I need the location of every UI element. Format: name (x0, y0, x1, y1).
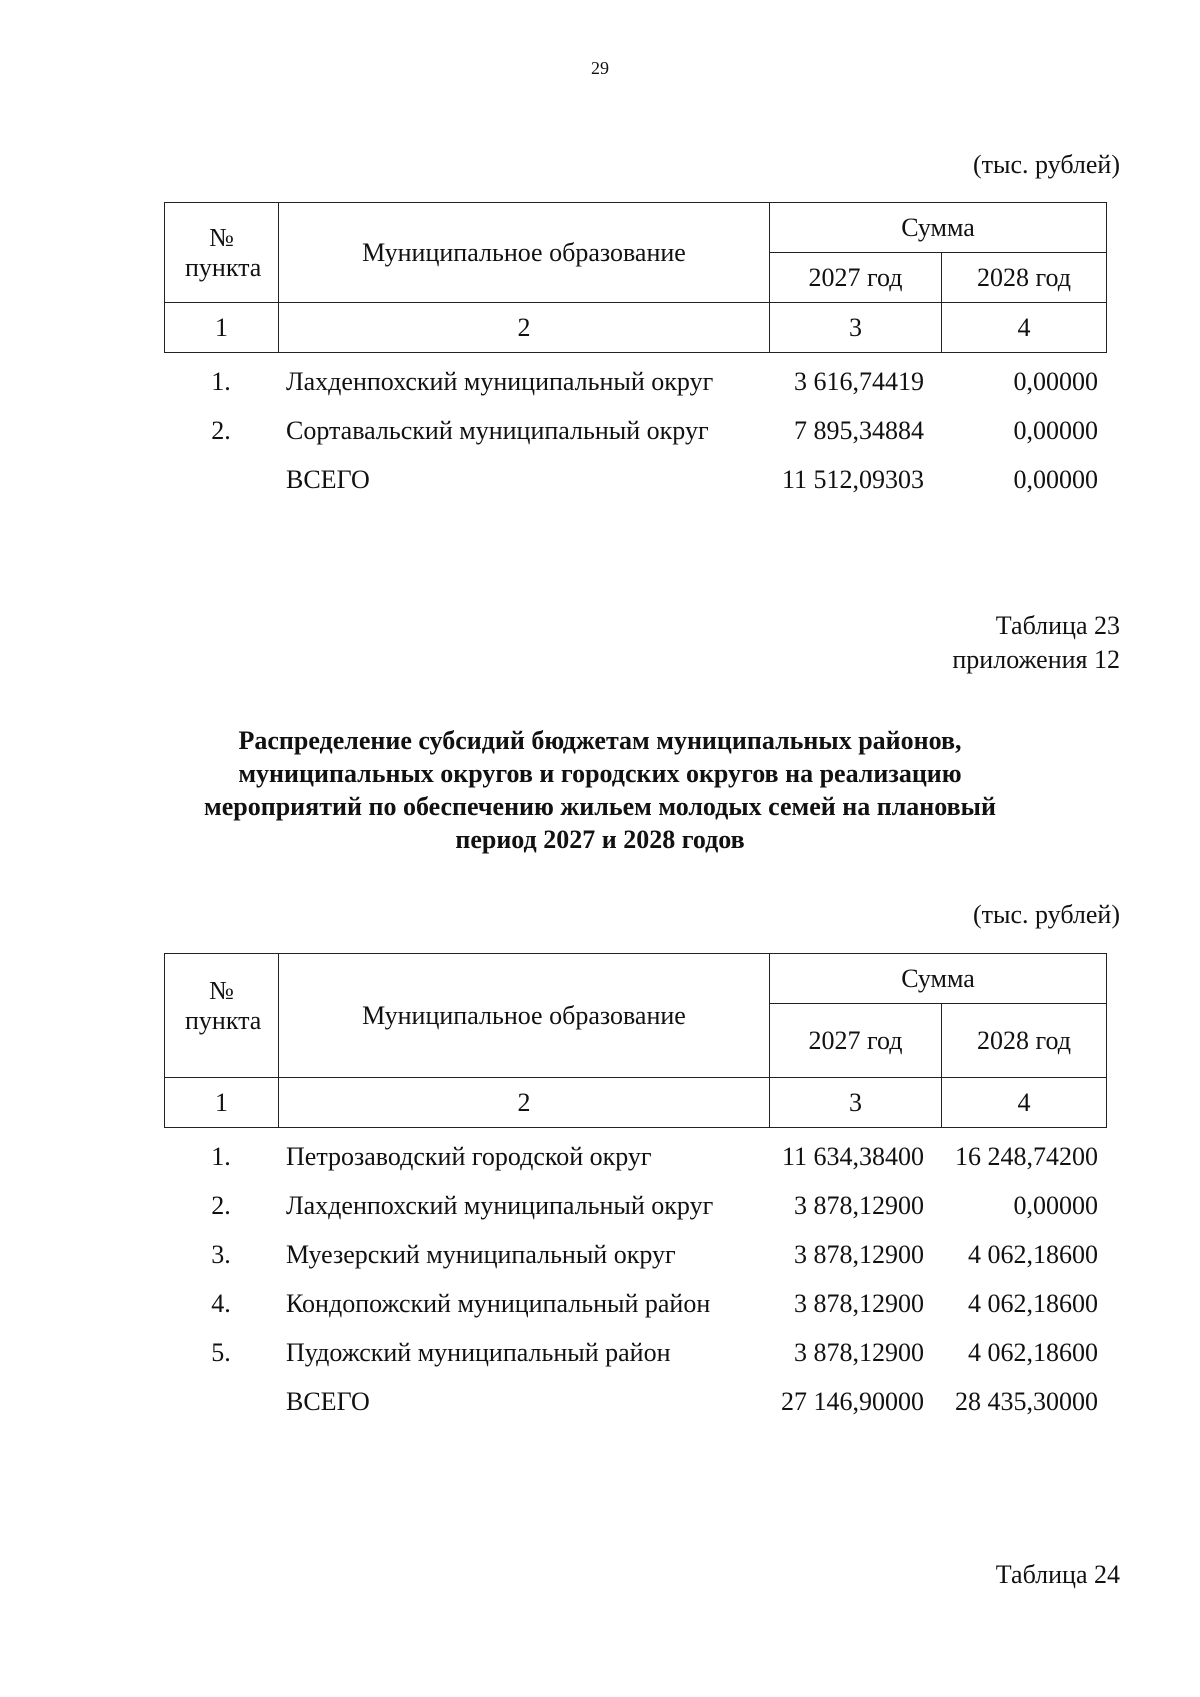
units-label: (тыс. рублей) (972, 900, 1120, 929)
table2-header (164, 953, 1106, 1128)
title-line: период 2027 и 2028 годов (455, 825, 745, 854)
column-number: 3 (770, 1078, 942, 1128)
page-number: 29 (591, 58, 609, 78)
total-label: ВСЕГО (286, 465, 370, 494)
table1-body (164, 361, 1106, 508)
amount-2027: 7 895,34884 (794, 416, 924, 445)
total-label: ВСЕГО (286, 1387, 370, 1416)
table-row (164, 1332, 1106, 1381)
row-number: 4. (211, 1289, 231, 1318)
column-number: 2 (279, 303, 770, 353)
amount-2028: 0,00000 (1013, 416, 1098, 445)
header-sum: Сумма (770, 954, 1107, 1004)
amount-2028: 4 062,18600 (968, 1289, 1098, 1318)
header-sum: Сумма (770, 203, 1107, 253)
header-year-2028: 2028 год (942, 253, 1107, 303)
municipality-name: Лахденпохский муниципальный округ (286, 367, 714, 396)
column-number: 3 (770, 303, 942, 353)
amount-2027: 3 616,74419 (794, 367, 924, 396)
header-year-2027: 2027 год (770, 253, 942, 303)
municipality-name: Кондопожский муниципальный район (286, 1289, 711, 1318)
table-title (170, 724, 1030, 856)
amount-2027: 3 878,12900 (794, 1240, 924, 1269)
total-2027: 11 512,09303 (781, 465, 924, 494)
row-number: 2. (211, 416, 231, 445)
row-number: 5. (211, 1338, 231, 1367)
table-row (164, 410, 1106, 459)
table-row (164, 1283, 1106, 1332)
municipality-name: Петрозаводский городской округ (286, 1142, 652, 1171)
amount-2028: 16 248,74200 (955, 1142, 1098, 1171)
amount-2028: 4 062,18600 (968, 1240, 1098, 1269)
column-number: 4 (942, 303, 1107, 353)
row-number: 1. (211, 1142, 231, 1171)
title-line: мероприятий по обеспечению жильем молодых семей на плановый (204, 792, 996, 821)
total-2028: 28 435,30000 (955, 1387, 1098, 1416)
units-label: (тыс. рублей) (972, 150, 1120, 179)
header-num: № пункта (165, 954, 279, 1078)
appendix-number: приложения 12 (952, 645, 1120, 674)
total-row (164, 459, 1106, 508)
row-number: 1. (211, 367, 231, 396)
row-number: 3. (211, 1240, 231, 1269)
total-2028: 0,00000 (1013, 465, 1098, 494)
municipality-name: Пудожский муниципальный район (286, 1338, 671, 1367)
amount-2027: 3 878,12900 (794, 1338, 924, 1367)
header-num: № пункта (165, 203, 279, 303)
amount-2028: 4 062,18600 (968, 1338, 1098, 1367)
table1-header (164, 202, 1106, 353)
amount-2027: 3 878,12900 (794, 1191, 924, 1220)
municipality-name: Муезерский муниципальный округ (286, 1240, 676, 1269)
table-number: Таблица 23 (995, 611, 1120, 640)
title-line: Распределение субсидий бюджетам муниципальных районов, (238, 726, 962, 755)
total-2027: 27 146,90000 (781, 1387, 924, 1416)
title-line: муниципальных округов и городских округов на реализацию (238, 759, 962, 788)
header-name: Муниципальное образование (279, 954, 770, 1078)
table-row (164, 1185, 1106, 1234)
amount-2028: 0,00000 (1013, 367, 1098, 396)
table-row (164, 361, 1106, 410)
table2-body (164, 1136, 1106, 1430)
column-number: 4 (942, 1078, 1107, 1128)
total-row (164, 1381, 1106, 1430)
table-caption (952, 609, 1120, 677)
header-name: Муниципальное образование (279, 203, 770, 303)
amount-2027: 11 634,38400 (781, 1142, 924, 1171)
header-year-2028: 2028 год (942, 1004, 1107, 1078)
table-row (164, 1234, 1106, 1283)
column-number: 1 (165, 303, 279, 353)
row-number: 2. (211, 1191, 231, 1220)
table-caption: Таблица 24 (995, 1560, 1120, 1589)
column-number: 1 (165, 1078, 279, 1128)
amount-2028: 0,00000 (1013, 1191, 1098, 1220)
municipality-name: Лахденпохский муниципальный округ (286, 1191, 714, 1220)
amount-2027: 3 878,12900 (794, 1289, 924, 1318)
table-row (164, 1136, 1106, 1185)
header-year-2027: 2027 год (770, 1004, 942, 1078)
column-number: 2 (279, 1078, 770, 1128)
municipality-name: Сортавальский муниципальный округ (286, 416, 709, 445)
